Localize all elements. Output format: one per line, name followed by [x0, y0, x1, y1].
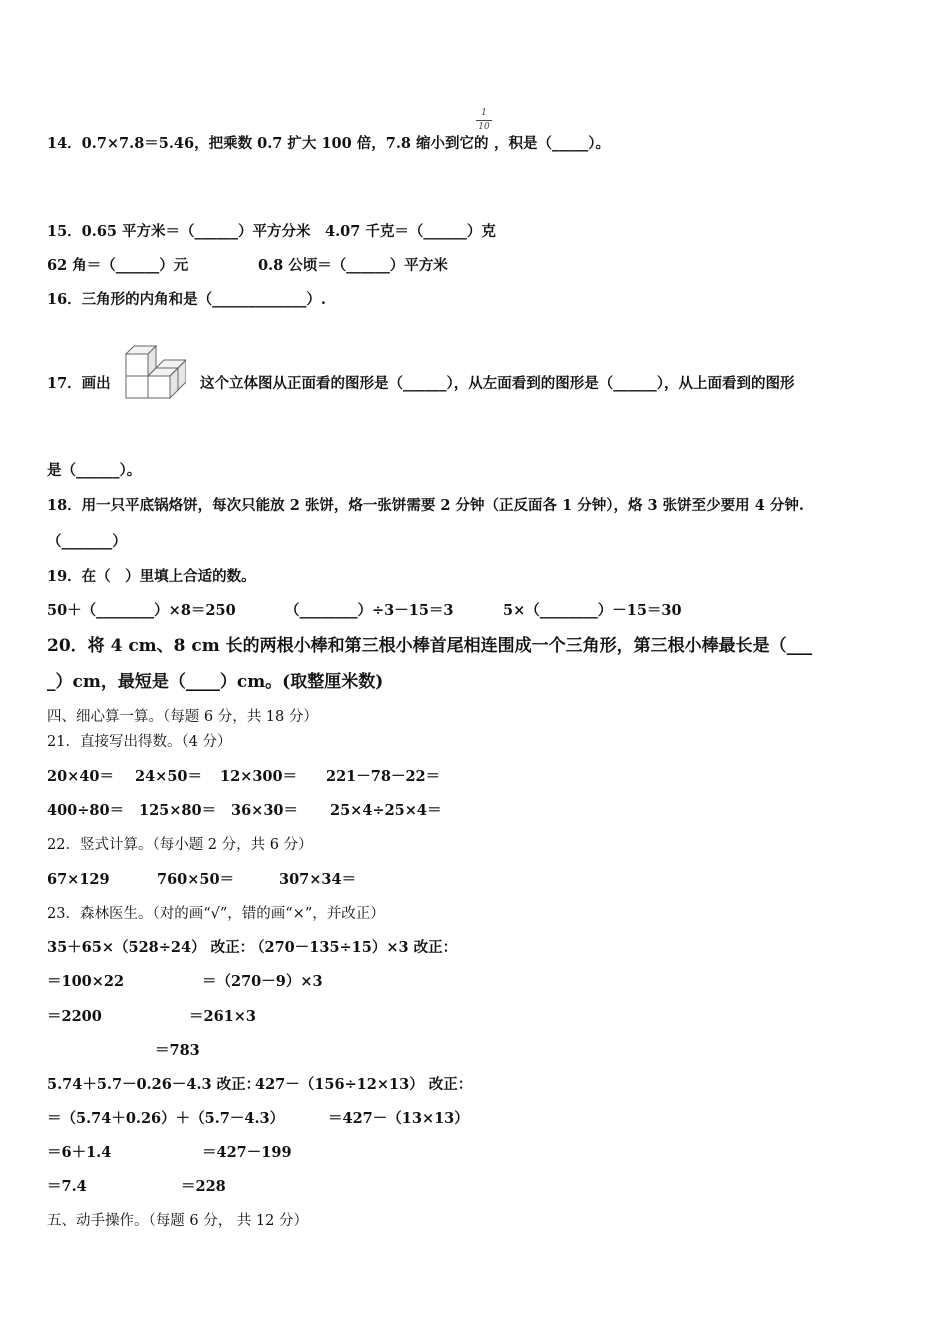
q21-r2-c4: 25×4÷25×4＝	[330, 802, 442, 819]
section-5-heading: 五、动手操作。（每题 6 分， 共 12 分）	[47, 1213, 308, 1229]
q19-title: 19．在（ ）里填上合适的数。	[47, 568, 256, 585]
q19-item-b: （________）÷3－15＝3	[285, 602, 454, 619]
fraction-one-tenth	[476, 108, 492, 133]
q23-title: 23．森林医生。（对的画“√”，错的画“×”，并改正）	[47, 906, 385, 922]
q22-item-3: 307×34＝	[279, 871, 357, 888]
cube-stack-figure	[124, 338, 186, 404]
q21-title: 21．直接写出得数。（4 分）	[47, 734, 232, 750]
q18-line1: 18．用一只平底锅烙饼，每次只能放 2 张饼，烙一张饼需要 2 分钟（正反面各 1 分钟），烙 3 张饼至少要用 4 分钟.	[47, 497, 804, 514]
q23-p2-right: ＝（270－9）×3	[202, 973, 323, 990]
q23-p7-left: ＝6＋1.4	[47, 1144, 112, 1161]
q21-r1-c2: 24×50＝	[135, 768, 203, 785]
q14-tail: ，积是（_____）。	[494, 135, 610, 152]
q21-r1-c4: 221－78－22＝	[326, 768, 441, 785]
q20-line2: _）cm，最短是（____）cm。(取整厘米数)	[47, 672, 384, 692]
q20-line1: 20．将 4 cm、8 cm 长的两根小棒和第三根小棒首尾相连围成一个三角形，第三根小棒最长是（___	[47, 636, 813, 656]
q21-r2-c1: 400÷80＝	[47, 802, 125, 819]
q23-p3-right: ＝261×3	[189, 1008, 257, 1025]
q19-item-c: 5×（________）－15＝30	[503, 602, 682, 619]
q23-p6-right: ＝427－（13×13）	[328, 1110, 469, 1127]
q16-text: 16．三角形的内角和是（_____________）.	[47, 291, 326, 308]
fraction-denominator: 10	[478, 122, 490, 132]
section-4-heading: 四、细心算一算。（每题 6 分，共 18 分）	[47, 709, 318, 725]
q15-line2a: 62 角＝（______）元	[47, 257, 189, 274]
q23-p3-left: ＝2200	[47, 1008, 102, 1025]
q15-line1: 15．0.65 平方米＝（______）平方分米 4.07 千克＝（______）克	[47, 223, 496, 240]
q21-r2-c2: 125×80＝	[139, 802, 217, 819]
q18-line2: （_______）	[47, 533, 127, 550]
fraction-numerator: 1	[481, 108, 487, 118]
q23-p5-left: 5.74＋5.7－0.26－4.3 改正：	[47, 1076, 261, 1093]
q23-p5-right: 427－（156÷12×13） 改正：	[255, 1076, 473, 1093]
q23-p1-left: 35＋65×（528÷24） 改正：	[47, 939, 255, 956]
q22-title: 22．竖式计算。（每小题 2 分，共 6 分）	[47, 837, 313, 853]
q23-p2-left: ＝100×22	[47, 973, 125, 990]
q23-p4: ＝783	[155, 1042, 200, 1059]
q21-r1-c1: 20×40＝	[47, 768, 115, 785]
q23-p7-right: ＝427－199	[202, 1144, 292, 1161]
q14-text: 14．0.7×7.8＝5.46，把乘数 0.7 扩大 100 倍，7.8 缩小到它的	[47, 135, 489, 152]
q23-p1-right: （270－135÷15）×3 改正：	[250, 939, 458, 956]
q23-p6-left: ＝（5.74＋0.26）＋（5.7－4.3）	[47, 1110, 285, 1127]
q19-item-a: 50＋（________）×8＝250	[47, 602, 236, 619]
q17-prefix: 17．画出	[47, 375, 111, 392]
q22-item-2: 760×50＝	[157, 871, 235, 888]
q21-r2-c3: 36×30＝	[231, 802, 299, 819]
q17-line2: 是（______）。	[47, 462, 142, 479]
q15-line2b: 0.8 公顷＝（______）平方米	[258, 257, 448, 274]
q22-item-1: 67×129	[47, 871, 110, 888]
q23-p8-right: ＝228	[181, 1178, 226, 1195]
q17-body: 这个立体图从正面看的图形是（______），从左面看到的图形是（______），从上面看到的图形	[200, 375, 795, 392]
q21-r1-c3: 12×300＝	[220, 768, 298, 785]
q23-p8-left: ＝7.4	[47, 1178, 87, 1195]
